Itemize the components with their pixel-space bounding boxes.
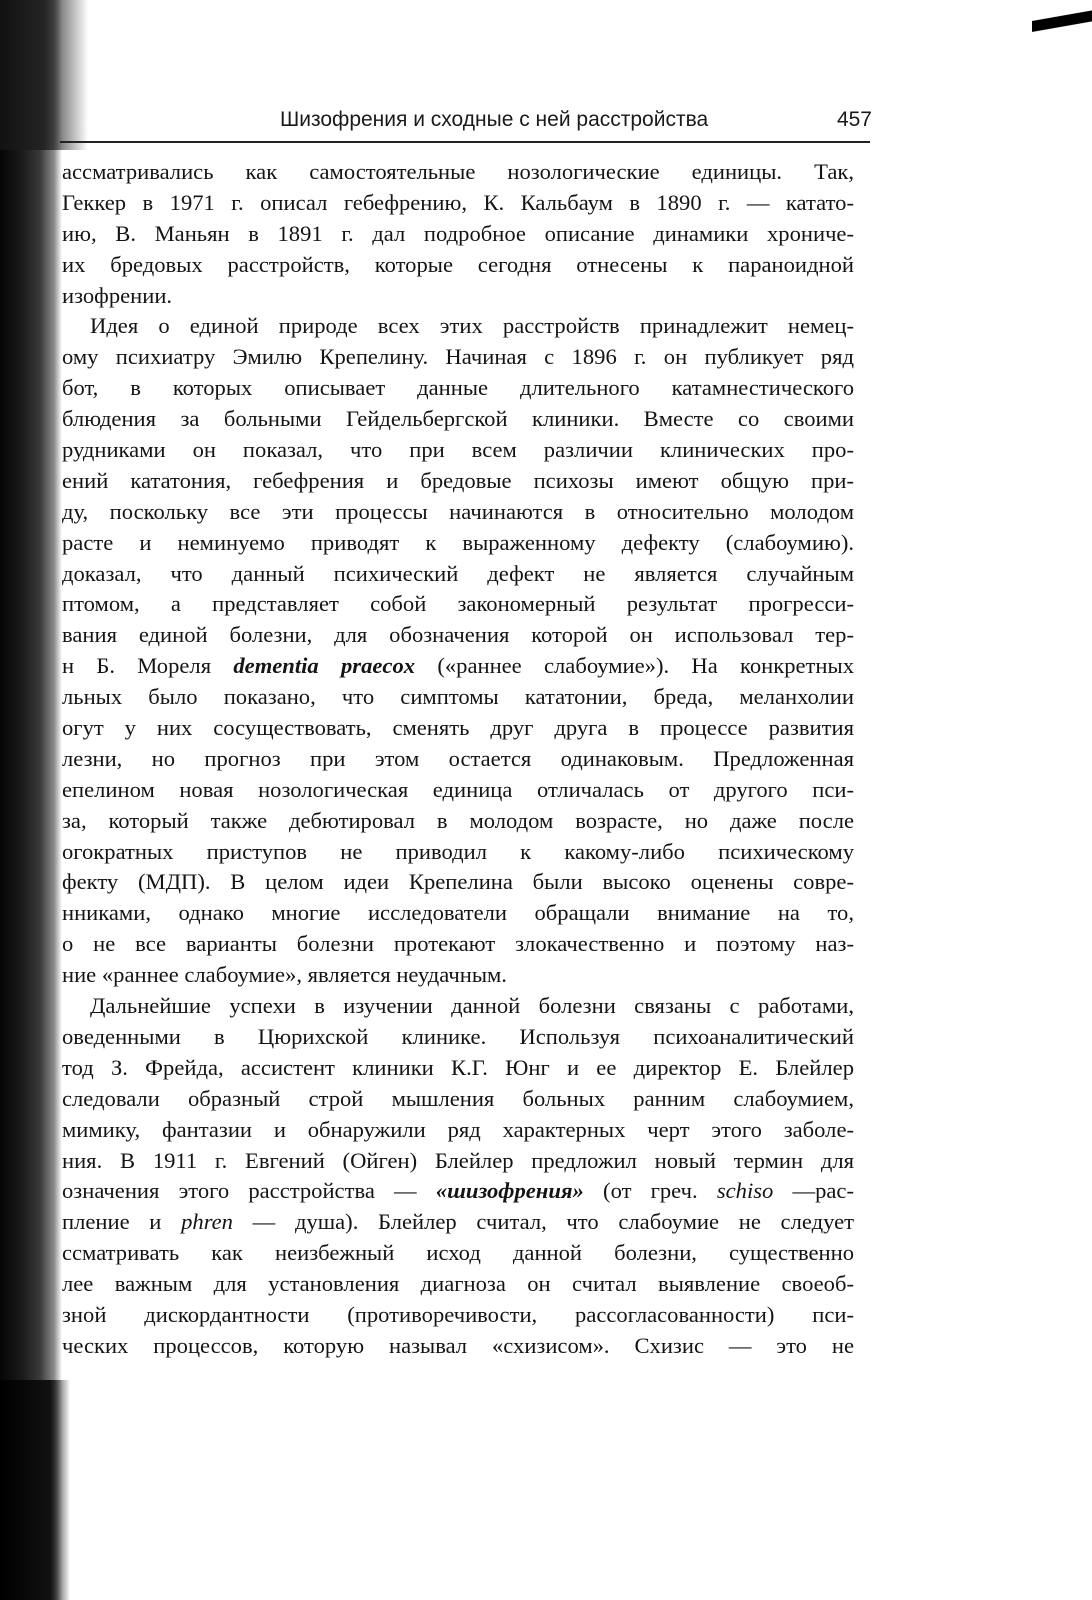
- text-run: ассматривались как самостоятельные нозологические единицы. Так,: [62, 159, 854, 184]
- page-body-text: [62, 157, 854, 1362]
- scan-corner-mark: [1032, 6, 1092, 32]
- text-run: Дальнейшие успехи в изучении данной болезни связаны с работами,: [90, 993, 854, 1019]
- text-run: вания единой болезни, для обозначения которой он использовал тер-: [62, 622, 854, 648]
- text-line: [62, 281, 854, 312]
- text-run: их бредовых расстройств, которые сегодня отнесены к параноидной: [62, 251, 854, 277]
- page-number: 457: [836, 108, 872, 131]
- header-rule: [60, 141, 870, 143]
- text-run: мимику, фантазии и обнаружили ряд характерных черт этого заболе-: [62, 1116, 854, 1142]
- text-line: [62, 929, 854, 960]
- text-line: [62, 806, 854, 837]
- text-run: —рас-: [773, 1178, 854, 1204]
- text-run: н Б. Мореля: [62, 653, 234, 679]
- text-run: доказал, что данный психический дефект не является случайным: [62, 560, 854, 586]
- text-line: [62, 960, 854, 991]
- text-line: [62, 898, 854, 929]
- text-run: ию, В. Маньян в 1891 г. дал подробное описание динамики хрониче-: [62, 220, 854, 246]
- text-run: «шизофрения»: [435, 1178, 584, 1204]
- text-line: [62, 589, 854, 620]
- spine-shadow-top: [0, 0, 88, 150]
- text-line: [62, 1331, 854, 1362]
- text-run: ений кататония, гебефрения и бредовые психозы имеют общую при-: [62, 467, 854, 493]
- text-line: [62, 991, 854, 1022]
- text-line: [62, 867, 854, 898]
- text-run: следовали образный строй мышления больных ранним слабоумием,: [62, 1085, 854, 1111]
- text-run: ческих процессов, которую называл «схизисом». Схизис — это не: [62, 1332, 854, 1358]
- text-run: тод З. Фрейда, ассистент клиники К.Г. Юнг и ее директор Е. Блейлер: [62, 1054, 854, 1080]
- text-line: [62, 837, 854, 868]
- text-line: [62, 682, 854, 713]
- text-run: dementia praecox: [233, 653, 416, 679]
- text-line: [62, 775, 854, 806]
- text-run: ссматривать как неизбежный исход данной болезни, существенно: [62, 1240, 854, 1266]
- text-line: [62, 651, 854, 682]
- text-run: лее важным для установления диагноза он считал выявление своеоб-: [62, 1271, 854, 1297]
- text-run: льных было показано, что симптомы кататонии, бреда, меланхолии: [62, 684, 854, 710]
- text-line: [62, 1084, 854, 1115]
- text-run: изофрении.: [62, 282, 173, 308]
- text-run: огут у них сосуществовать, сменять друг друга в процессе развития: [62, 715, 854, 741]
- text-line: [62, 157, 854, 188]
- text-run: ому психиатру Эмилю Крепелину. Начиная с 1896 г. он публикует ряд: [62, 344, 854, 370]
- text-line: [62, 1300, 854, 1331]
- text-line: [62, 219, 854, 250]
- text-run: ние «раннее слабоумие», является неудачным.: [62, 962, 507, 988]
- text-run: рудниками он показал, что при всем различии клинических про-: [62, 437, 854, 463]
- text-run: — душа). Блейлер считал, что слабоумие не следует: [232, 1209, 854, 1235]
- running-header-title: Шизофрения и сходные с ней расстройства: [280, 108, 709, 131]
- text-run: епелином новая нозологическая единица отличалась от другого пси-: [62, 776, 854, 802]
- text-run: птомом, а представляет собой закономерный результат прогресси-: [62, 591, 854, 617]
- text-line: [62, 1176, 854, 1207]
- text-run: ния. В 1911 г. Евгений (Ойген) Блейлер предложил новый термин для: [62, 1147, 854, 1173]
- text-line: [62, 466, 854, 497]
- text-run: расте и неминуемо приводят к выраженному дефекту (слабоумию).: [62, 529, 854, 555]
- text-run: за, который также дебютировал в молодом возрасте, но даже после: [62, 807, 854, 833]
- text-line: [62, 1207, 854, 1238]
- text-line: [62, 1238, 854, 1269]
- text-line: [62, 1146, 854, 1177]
- text-line: [62, 435, 854, 466]
- text-line: [62, 497, 854, 528]
- text-run: фекту (МДП). В целом идеи Крепелина были высоко оценены совре-: [62, 869, 854, 895]
- text-run: нниками, однако многие исследователи обращали внимание на то,: [62, 900, 854, 926]
- text-run: зной дискордантности (противоречивости, рассогласованности) пси-: [62, 1301, 854, 1327]
- text-run-italic: schiso: [716, 1178, 774, 1204]
- text-line: [62, 342, 854, 373]
- text-run: («раннее слабоумие»). На конкретных: [415, 653, 855, 679]
- text-run: (от греч.: [583, 1178, 717, 1204]
- text-run-italic: phren: [181, 1209, 233, 1235]
- running-header: [280, 108, 872, 140]
- text-line: [62, 528, 854, 559]
- text-line: [62, 1053, 854, 1084]
- text-run: о не все варианты болезни протекают злокачественно и поэтому наз-: [62, 931, 854, 957]
- text-run: лезни, но прогноз при этом остается одинаковым. Предложенная: [62, 745, 854, 771]
- text-line: [62, 404, 854, 435]
- text-line: [62, 620, 854, 651]
- text-line: [62, 1115, 854, 1146]
- text-line: [62, 713, 854, 744]
- text-line: [62, 373, 854, 404]
- text-line: [62, 559, 854, 590]
- text-run: Геккер в 1971 г. описал гебефрению, К. Кальбаум в 1890 г. — катато-: [62, 189, 854, 215]
- text-line: [62, 1022, 854, 1053]
- text-run: ду, поскольку все эти процессы начинаются в относительно молодом: [62, 498, 854, 524]
- text-line: [62, 744, 854, 775]
- text-line: [62, 188, 854, 219]
- text-run: оведенными в Цюрихской клинике. Используя психоаналитический: [62, 1023, 854, 1049]
- text-run: блюдения за больными Гейдельбергской клиники. Вместе со своими: [62, 406, 854, 432]
- text-run: бот, в которых описывает данные длительного катамнестического: [62, 375, 854, 401]
- text-run: пление и: [62, 1209, 182, 1235]
- text-line: [62, 311, 854, 342]
- text-line: [62, 1269, 854, 1300]
- text-run: Идея о единой природе всех этих расстройств принадлежит немец-: [90, 313, 854, 339]
- text-run: огократных приступов не приводил к какому-либо психическому: [62, 838, 854, 864]
- text-line: [62, 250, 854, 281]
- text-run: означения этого расстройства —: [62, 1178, 436, 1204]
- book-spine-shadow: [0, 0, 62, 1600]
- spine-shadow-bottom: [0, 1380, 70, 1600]
